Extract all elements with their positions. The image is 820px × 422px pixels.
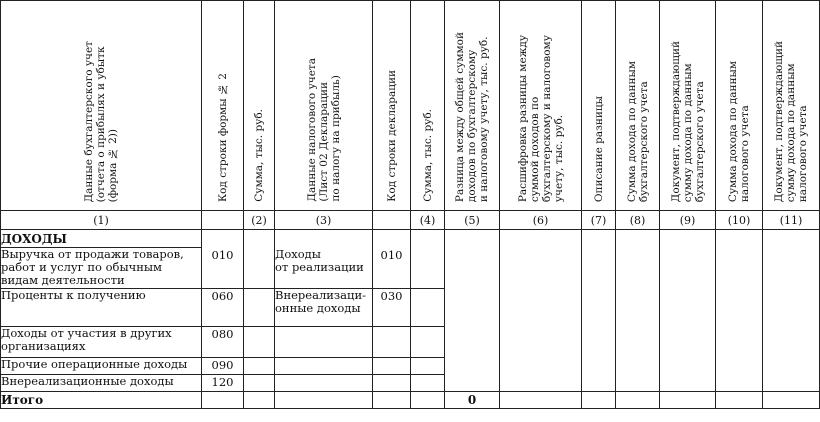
amount-cell: [244, 375, 275, 392]
row-label: Выручка от продажи товаров, работ и услуг по обычным видам деятельности: [1, 248, 202, 289]
amount-cell: [411, 358, 445, 375]
tax-label: Доходы от реализации: [275, 248, 373, 289]
amount-cell: [244, 248, 275, 289]
header-accounting-data: Данные бухгалтерского учет (отчета о прибылях и убытк (форма № 2)): [1, 1, 202, 211]
header-row: [1, 1, 820, 211]
amount-cell: [411, 248, 445, 289]
row-label: Проценты к получению: [1, 289, 202, 327]
income-accounting-cell: [616, 230, 660, 392]
amount-cell: [411, 375, 445, 392]
total-difference: 0: [445, 392, 500, 409]
amount-cell: [244, 327, 275, 358]
column-number: (9): [660, 211, 716, 230]
amount-cell: [244, 358, 275, 375]
amount-cell: [244, 289, 275, 327]
empty-cell: [763, 392, 820, 409]
income-tax-cell: [716, 230, 763, 392]
empty-cell: [275, 230, 373, 248]
empty-cell: [500, 392, 582, 409]
header-doc-tax: Документ, подтверждающий сумму дохода по данным налогового учета: [763, 1, 820, 211]
tax-code: [373, 358, 411, 375]
tax-label: Внереализаци- онные доходы: [275, 289, 373, 327]
empty-cell: [244, 392, 275, 409]
empty-cell: [244, 230, 275, 248]
header-difference: Разница между общей суммой доходов по бухгалтерскому и налоговому учету, тыс. руб.: [445, 1, 500, 211]
header-income-accounting: Сумма дохода по данным бухгалтерского учета: [616, 1, 660, 211]
header-tax-data: Данные налогового учета (Лист 02 Декларации по налогу на прибыль): [275, 1, 373, 211]
total-row: [1, 392, 820, 409]
section-title: ДОХОДЫ: [1, 230, 202, 248]
column-number: (2): [244, 211, 275, 230]
empty-cell: [582, 392, 616, 409]
row-code: 080: [202, 327, 244, 358]
tax-label: [275, 327, 373, 358]
amount-cell: [411, 327, 445, 358]
empty-cell: [660, 392, 716, 409]
header-income-tax: Сумма дохода по данным налогового учета: [716, 1, 763, 211]
empty-cell: [373, 392, 411, 409]
empty-cell: [616, 392, 660, 409]
column-number: [373, 211, 411, 230]
empty-cell: [373, 230, 411, 248]
doc-tax-cell: [763, 230, 820, 392]
header-difference-breakdown: Расшифровка разницы между суммой доходов по бухгалтерскому и налоговому учету, тыс. руб.: [500, 1, 582, 211]
tax-label: [275, 358, 373, 375]
column-number: (7): [582, 211, 616, 230]
row-code: 120: [202, 375, 244, 392]
column-number: (6): [500, 211, 582, 230]
column-number: (11): [763, 211, 820, 230]
empty-cell: [202, 230, 244, 248]
row-code: 010: [202, 248, 244, 289]
tax-code: 010: [373, 248, 411, 289]
tax-label: [275, 375, 373, 392]
amount-cell: [411, 289, 445, 327]
column-number: (3): [275, 211, 373, 230]
column-number: (8): [616, 211, 660, 230]
header-amount-accounting: Сумма, тыс. руб.: [244, 1, 275, 211]
empty-cell: [411, 392, 445, 409]
empty-cell: [716, 392, 763, 409]
doc-accounting-cell: [660, 230, 716, 392]
header-difference-description: Описание разницы: [582, 1, 616, 211]
breakdown-cell: [500, 230, 582, 392]
row-code: 090: [202, 358, 244, 375]
column-number: (1): [1, 211, 202, 230]
empty-cell: [411, 230, 445, 248]
empty-cell: [275, 392, 373, 409]
description-cell: [582, 230, 616, 392]
column-number-row: [1, 211, 820, 230]
section-row: [1, 230, 820, 248]
header-doc-accounting: Документ, подтверждающий сумму дохода по данным бухгалтерского учета: [660, 1, 716, 211]
total-label: Итого: [1, 392, 202, 409]
empty-cell: [202, 392, 244, 409]
column-number: (5): [445, 211, 500, 230]
tax-code: 030: [373, 289, 411, 327]
header-declaration-code: Код строки декларации: [373, 1, 411, 211]
column-number: (4): [411, 211, 445, 230]
row-code: 060: [202, 289, 244, 327]
column-number: [202, 211, 244, 230]
tax-code: [373, 375, 411, 392]
column-number: (10): [716, 211, 763, 230]
row-label: Внереализационные доходы: [1, 375, 202, 392]
row-label: Доходы от участия в других организациях: [1, 327, 202, 358]
header-form2-code: Код строки формы № 2: [202, 1, 244, 211]
difference-cell: [445, 230, 500, 392]
header-amount-tax: Сумма, тыс. руб.: [411, 1, 445, 211]
row-label: Прочие операционные доходы: [1, 358, 202, 375]
tax-code: [373, 327, 411, 358]
